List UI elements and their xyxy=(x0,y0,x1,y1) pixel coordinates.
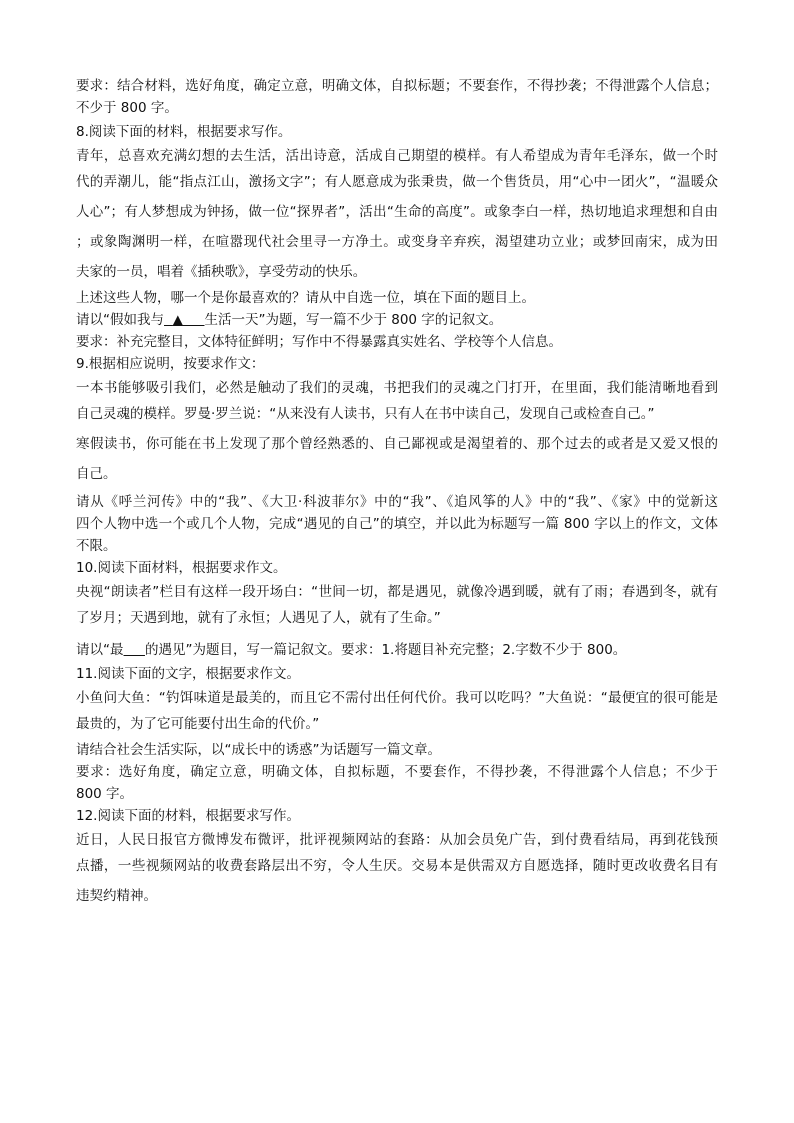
document-page xyxy=(76,75,718,911)
text-line: 了岁月；天遇到地，就有了永恒；人遇见了人，就有了生命。” xyxy=(76,610,441,626)
text-fragment: 请以“最 xyxy=(76,642,124,658)
question-heading: 9.根据相应说明，按要求作文： xyxy=(76,356,265,372)
question-heading: 11.阅读下面的文字，根据要求作文。 xyxy=(76,666,300,682)
text-line: 自己。 xyxy=(76,466,117,482)
text-line: 青年，总喜欢充满幻想的去生活，活出诗意，活成自己期望的模样。有人希望成为青年毛泽东，做一个时 xyxy=(76,148,718,164)
text-line: 最贵的，为了它可能要付出生命的代价。” xyxy=(76,716,320,732)
text-line: 人心”；有人梦想成为钟扬，做一位“探界者”，活出“生命的高度”。或象李白一样，热切地追求理想和自由 xyxy=(76,204,718,220)
text-line: 四个人物中选一个或几个人物，完成“遇见的自己”的填空，并以此为标题写一篇 800 字以上的作文，文体 xyxy=(76,516,718,532)
text-line: 点播，一些视频网站的收费套路层出不穷，令人生厌。交易本是供需双方自愿选择，随时更改收费名目有 xyxy=(76,858,718,874)
blank-underline xyxy=(124,642,145,658)
text-line: 自己灵魂的模样。罗曼·罗兰说：“从来没有人读书，只有人在书中读自己，发现自己或检查自己。” xyxy=(76,406,655,422)
text-line: 寒假读书，你可能在书上发现了那个曾经熟悉的、自己鄙视或是渴望着的、那个过去的或者是又爱又恨的 xyxy=(76,436,718,452)
text-line: ；或象陶渊明一样，在喧嚣现代社会里寻一方净土。或变身辛弃疾，渴望建功立业；或梦回南宋，成为田 xyxy=(76,234,718,250)
text-fragment: 的遇见”为题目，写一篇记叙文。要求：1.将题目补充完整；2.字数不少于 800。 xyxy=(144,642,627,658)
text-line: 一本书能够吸引我们，必然是触动了我们的灵魂，书把我们的灵魂之门打开，在里面，我们能清晰地看到 xyxy=(76,380,718,396)
text-line: 不少于 800 字。 xyxy=(76,100,178,116)
text-line: 代的弄潮儿，能“指点江山，激扬文字”；有人愿意成为张秉贵，做一个售货员，用“心中一团火”，“温暖众 xyxy=(76,174,718,190)
blank-underline xyxy=(164,312,204,328)
text-line: 要求：结合材料，选好角度，确定立意，明确文体，自拟标题；不要套作，不得抄袭；不得泄露个人信息； xyxy=(76,78,718,94)
text-line: 夫家的一员，唱着《插秧歌》，享受劳动的快乐。 xyxy=(76,264,367,280)
text-line: 违契约精神。 xyxy=(76,888,157,904)
text-line: 不限。 xyxy=(76,538,117,554)
text-line: 800 字。 xyxy=(76,786,134,802)
question-heading: 8.阅读下面的材料，根据要求写作。 xyxy=(76,124,292,140)
text-line: 央视“朗读者”栏目有这样一段开场白：“世间一切，都是遇见，就像冷遇到暖，就有了雨；春遇到冬，就有 xyxy=(76,584,718,600)
text-line: 要求：选好角度，确定立意，明确文体，自拟标题，不要套作，不得抄袭，不得泄露个人信息；不少于 xyxy=(76,764,718,780)
text-line: 请结合社会生活实际，以“成长中的诱惑”为话题写一篇文章。 xyxy=(76,742,441,758)
text-fragment: 请以“假如我与 xyxy=(76,312,164,328)
text-fragment: 生活一天”为题，写一篇不少于 800 字的记叙文。 xyxy=(204,312,503,328)
text-line: 小鱼问大鱼：“钓饵味道是最美的，而且它不需付出任何代价。我可以吃吗？”大鱼说：“最便宜的很可能是 xyxy=(76,690,718,706)
question-heading: 12.阅读下面的材料，根据要求写作。 xyxy=(76,808,300,824)
text-line: 上述这些人物，哪一个是你最喜欢的？请从中自选一位，填在下面的题目上。 xyxy=(76,290,535,306)
triangle-icon: ▲ xyxy=(172,312,183,328)
text-line xyxy=(76,309,718,331)
text-line xyxy=(76,639,718,661)
question-heading: 10.阅读下面材料，根据要求作文。 xyxy=(76,560,287,576)
text-line: 近日，人民日报官方微博发布微评，批评视频网站的套路：从加会员免广告，到付费看结局，再到花钱预 xyxy=(76,832,718,848)
text-line: 请从《呼兰河传》中的“我”、《大卫·科波菲尔》中的“我”、《追风筝的人》中的“我”、《家》中的觉新这 xyxy=(76,494,718,510)
text-line: 要求：补充完整目，文体特征鲜明；写作中不得暴露真实姓名、学校等个人信息。 xyxy=(76,334,562,350)
